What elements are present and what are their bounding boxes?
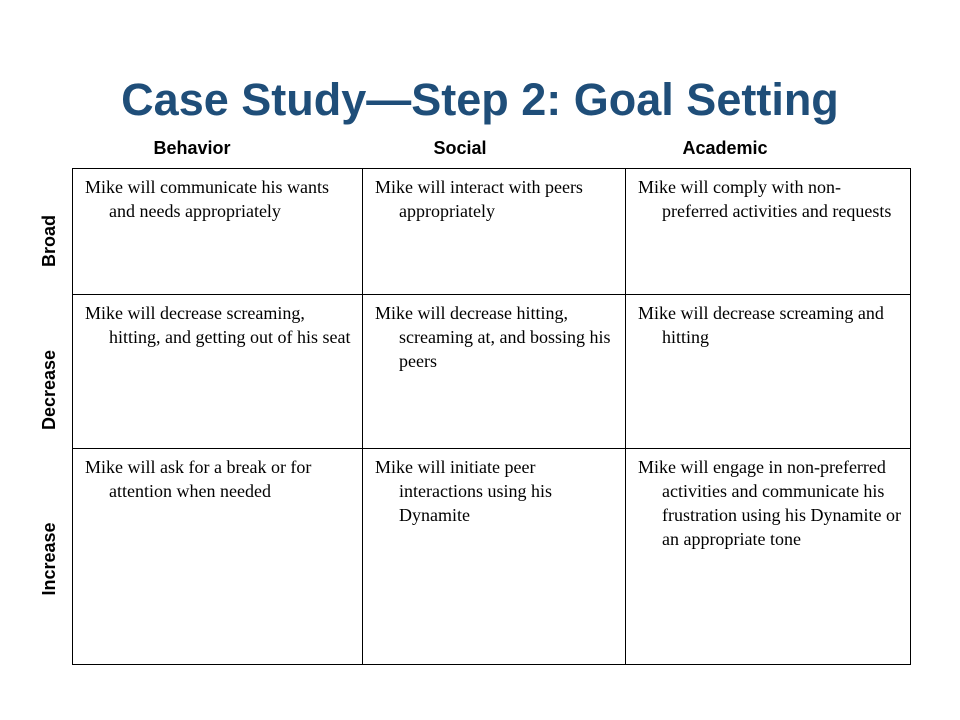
cell-broad-academic	[626, 169, 911, 295]
table-row-increase	[73, 449, 911, 665]
cell-broad-social	[363, 169, 626, 295]
table-row-decrease	[73, 295, 911, 449]
cell-text: Mike will comply with non-preferred activities and requests	[638, 177, 892, 221]
cell-text: Mike will decrease screaming, hitting, and getting out of his seat	[85, 303, 351, 347]
column-header-social: Social	[433, 138, 487, 158]
cell-decrease-academic	[626, 295, 911, 449]
cell-text: Mike will ask for a break or for attention when needed	[85, 457, 312, 501]
column-header-academic: Academic	[682, 138, 768, 158]
row-header-broad: Broad	[39, 215, 59, 268]
cell-decrease-behavior	[73, 295, 363, 449]
cell-text: Mike will communicate his wants and needs appropriately	[85, 177, 329, 221]
cell-decrease-social	[363, 295, 626, 449]
cell-text: Mike will decrease hitting, screaming at, and bossing his peers	[375, 303, 611, 371]
column-header-behavior: Behavior	[153, 138, 231, 158]
goal-setting-table	[72, 168, 911, 665]
cell-text: Mike will decrease screaming and hitting	[638, 303, 884, 347]
table-row-broad	[73, 169, 911, 295]
cell-increase-academic	[626, 449, 911, 665]
cell-text: Mike will interact with peers appropriately	[375, 177, 583, 221]
cell-increase-social	[363, 449, 626, 665]
cell-increase-behavior	[73, 449, 363, 665]
row-header-decrease: Decrease	[39, 349, 59, 431]
slide-title: Case Study—Step 2: Goal Setting	[121, 74, 839, 125]
cell-broad-behavior	[73, 169, 363, 295]
row-header-increase: Increase	[39, 522, 59, 596]
cell-text: Mike will initiate peer interactions using his Dynamite	[375, 457, 552, 525]
cell-text: Mike will engage in non-preferred activities and communicate his frustration using his Dynamite or an appropriate tone	[638, 457, 901, 549]
